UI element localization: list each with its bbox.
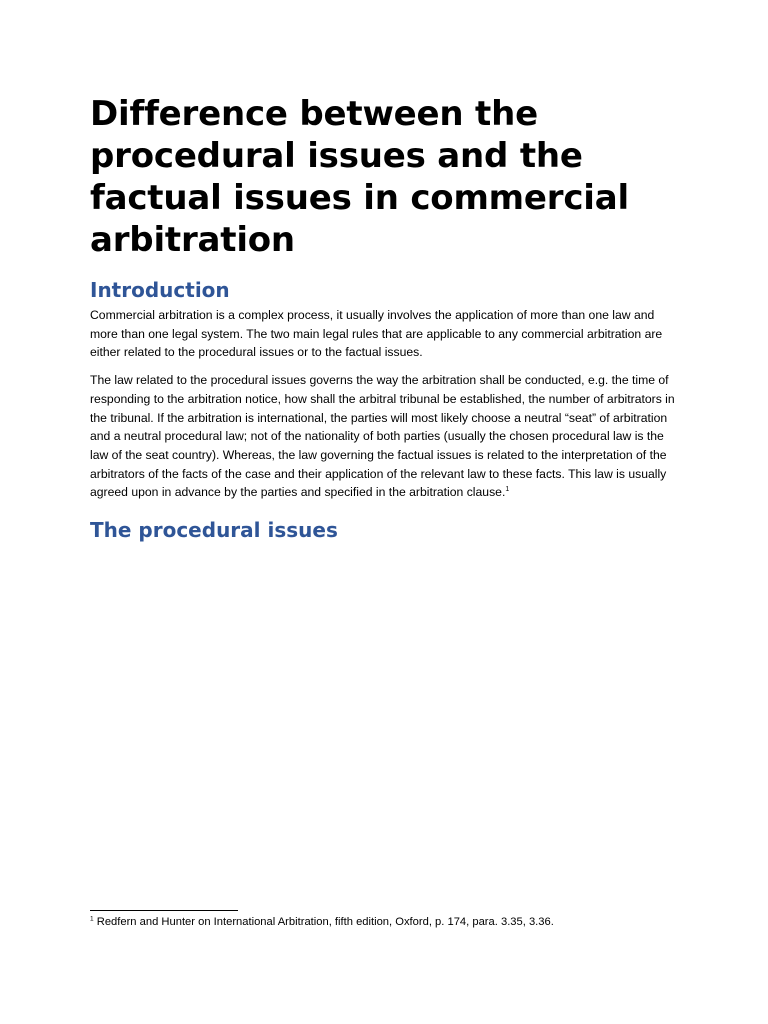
footnote-1 <box>90 914 690 930</box>
introduction-section <box>90 306 680 502</box>
document-title: Difference between the procedural issues and the factual issues in commercial arbitration <box>90 94 629 260</box>
footnote-text: Redfern and Hunter on International Arbitration, fifth edition, Oxford, p. 174, para. 3.35, 3.36. <box>93 916 554 928</box>
footnote-reference-1[interactable]: 1 <box>505 486 510 494</box>
introduction-paragraph-2 <box>90 371 680 502</box>
section-heading-procedural-issues: The procedural issues <box>90 518 338 543</box>
introduction-paragraph-1: Commercial arbitration is a complex process, it usually involves the application of more than one law and more than one legal system. The two main legal rules that are applicable to any commercial arbitration are either related to the procedural issues or to the factual issues. <box>90 308 663 360</box>
footnote-marker: 1 <box>90 915 94 923</box>
introduction-paragraph-2-text: The law related to the procedural issues governs the way the arbitration shall be conducted, e.g. the time of responding to the arbitration notice, how shall the arbitral tribunal be established, the number of arbitrators in the tribunal. If the arbitration is international, the parties will most likely choose a neutral “seat” of arbitration and a neutral procedural law; not of the nationality of both parties (usually the chosen procedural law is the law of the seat country). Whereas, the law governing the factual issues is related to the interpretation of the arbitrators of the facts of the case and their application of the relevant law to these facts. This law is usually agreed upon in advance by the parties and specified in the arbitration clause. <box>90 373 675 500</box>
section-heading-introduction: Introduction <box>90 278 230 302</box>
document-body <box>90 93 680 543</box>
footnote-separator <box>90 910 238 911</box>
